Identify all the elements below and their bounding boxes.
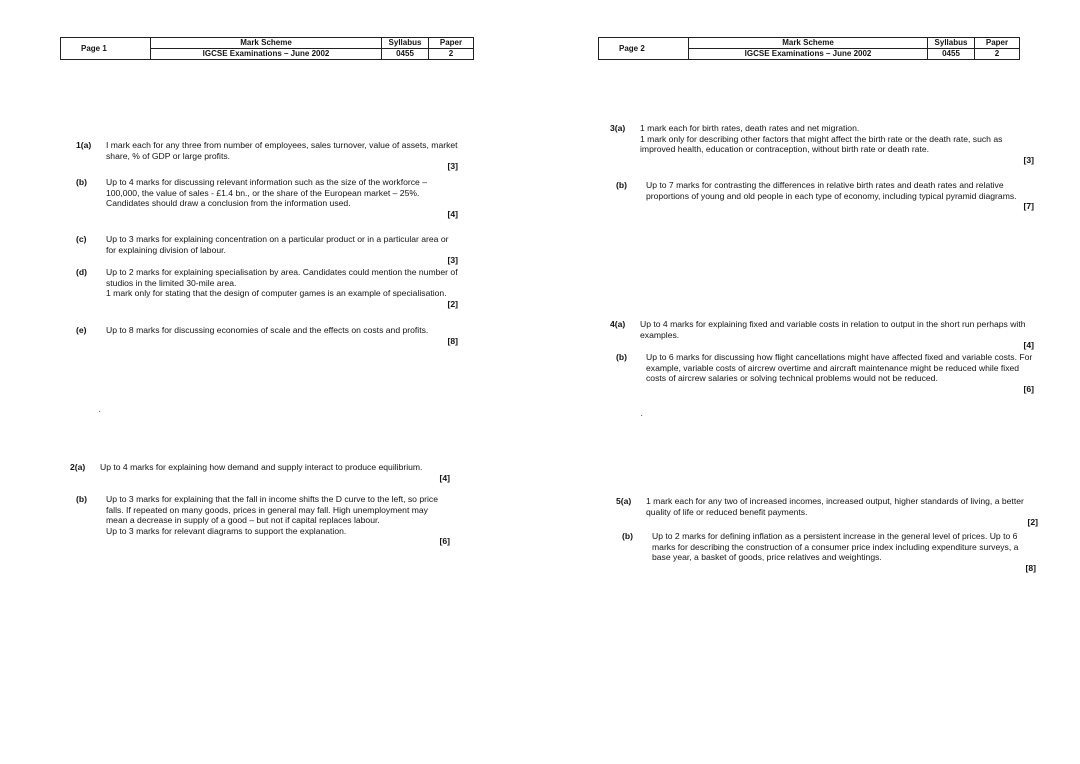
paper-label: Paper xyxy=(975,38,1020,49)
question-marks: [6] xyxy=(1023,383,1034,394)
question-text: Up to 4 marks for discussing relevant information such as the size of the workforce – 100,000, the value of sales - £1.4 bn., or the share of the European market – 25%. Candidates should draw a conclusion from the information used. xyxy=(106,177,427,209)
syllabus-label: Syllabus xyxy=(382,38,429,49)
question-text: Up to 8 marks for discussing economies of scale and the effects on costs and profits. xyxy=(106,325,429,335)
question-marks: [3] xyxy=(447,255,458,266)
question-marks: [3] xyxy=(1023,154,1034,165)
question-label: 3(a) xyxy=(610,123,626,133)
question-item xyxy=(70,462,450,483)
question-label: 1(a) xyxy=(76,140,92,150)
header-subtitle: IGCSE Examinations – June 2002 xyxy=(151,49,382,60)
question-marks: [4] xyxy=(1023,340,1034,351)
question-text: Up to 7 marks for contrasting the differences in relative birth rates and death rates and relative proportions of young and old people in each type of economy, including typical pyramid diagrams. xyxy=(646,180,1017,201)
paper-label: Paper xyxy=(429,38,474,49)
question-text: Up to 2 marks for explaining specialisation by area. Candidates could mention the number of studios in the limited 30-mile area. 1 mark only for stating that the design of computer games is an example of specialisation. xyxy=(106,267,458,299)
question-item xyxy=(616,496,1038,528)
syllabus-label: Syllabus xyxy=(928,38,975,49)
question-text: 1 mark each for birth rates, death rates and net migration. 1 mark only for describing other factors that might affect the birth rate or the death rate, such as improved health, education or contraception, without birth rate or death rate. xyxy=(640,123,1003,155)
question-label: (b) xyxy=(616,352,627,362)
page-2 xyxy=(540,0,1080,764)
question-marks: [2] xyxy=(1027,517,1038,528)
question-text: Up to 4 marks for explaining how demand and supply interact to produce equilibrium. xyxy=(100,462,423,472)
speck: · xyxy=(640,410,644,421)
question-item xyxy=(616,180,1034,212)
page-header xyxy=(60,37,474,60)
page-number: Page 2 xyxy=(599,38,689,60)
question-text: Up to 6 marks for discussing how flight cancellations might have affected fixed and variable costs. For example, variable costs of aircrew overtime and aircraft maintenance might be reduced while fixed costs of aircrew salaries or solving technical problems would not be reduced. xyxy=(646,352,1033,384)
question-label: 2(a) xyxy=(70,462,86,472)
header-title: Mark Scheme xyxy=(151,38,382,49)
page-number: Page 1 xyxy=(61,38,151,60)
question-label: (c) xyxy=(76,234,87,244)
question-marks: [3] xyxy=(447,161,458,172)
question-marks: [8] xyxy=(447,335,458,346)
question-text: Up to 4 marks for explaining fixed and variable costs in relation to output in the short run perhaps with examples. xyxy=(640,319,1026,340)
page-header xyxy=(598,37,1020,60)
paper-value: 2 xyxy=(429,49,474,60)
question-text: Up to 2 marks for defining inflation as a persistent increase in the general level of prices. Up to 6 marks for describing the construction of a consumer price index including expenditure surveys, a base year, a basket of goods, price relatives and weightings. xyxy=(652,531,1019,563)
question-text: I mark each for any three from number of employees, sales turnover, value of assets, market share, % of GDP or large profits. xyxy=(106,140,458,161)
question-marks: [2] xyxy=(447,298,458,309)
question-item xyxy=(76,177,458,219)
question-item xyxy=(76,325,458,346)
question-label: 4(a) xyxy=(610,319,626,329)
question-text: 1 mark each for any two of increased incomes, increased output, higher standards of living, a better quality of life or reduced benefit payments. xyxy=(646,496,1024,517)
question-item xyxy=(616,352,1034,394)
question-label: (e) xyxy=(76,325,87,335)
question-marks: [4] xyxy=(439,472,450,483)
question-marks: [8] xyxy=(1025,562,1036,573)
paper-value: 2 xyxy=(975,49,1020,60)
syllabus-value: 0455 xyxy=(928,49,975,60)
question-marks: [6] xyxy=(439,536,450,547)
speck: · xyxy=(98,406,102,417)
question-item xyxy=(610,123,1034,165)
question-marks: [7] xyxy=(1023,201,1034,212)
question-label: 5(a) xyxy=(616,496,632,506)
question-item xyxy=(622,531,1036,573)
question-label: (b) xyxy=(76,494,87,504)
header-subtitle: IGCSE Examinations – June 2002 xyxy=(689,49,928,60)
question-text: Up to 3 marks for explaining concentration on a particular product or in a particular area or for explaining division of labour. xyxy=(106,234,449,255)
syllabus-value: 0455 xyxy=(382,49,429,60)
question-label: (b) xyxy=(76,177,87,187)
question-text: Up to 3 marks for explaining that the fall in income shifts the D curve to the left, so price falls. If repeated on many goods, prices in general may fall. High unemployment may mean a decrease in supply of a good – but not if capital replaces labour. Up to 3 marks for relevant diagrams to support the explanation. xyxy=(106,494,438,536)
question-label: (b) xyxy=(622,531,633,541)
question-item xyxy=(76,494,450,547)
question-label: (b) xyxy=(616,180,627,190)
question-item xyxy=(76,267,458,309)
question-item xyxy=(76,140,458,172)
question-item xyxy=(610,319,1034,351)
question-label: (d) xyxy=(76,267,87,277)
question-marks: [4] xyxy=(447,208,458,219)
question-item xyxy=(76,234,458,266)
header-title: Mark Scheme xyxy=(689,38,928,49)
